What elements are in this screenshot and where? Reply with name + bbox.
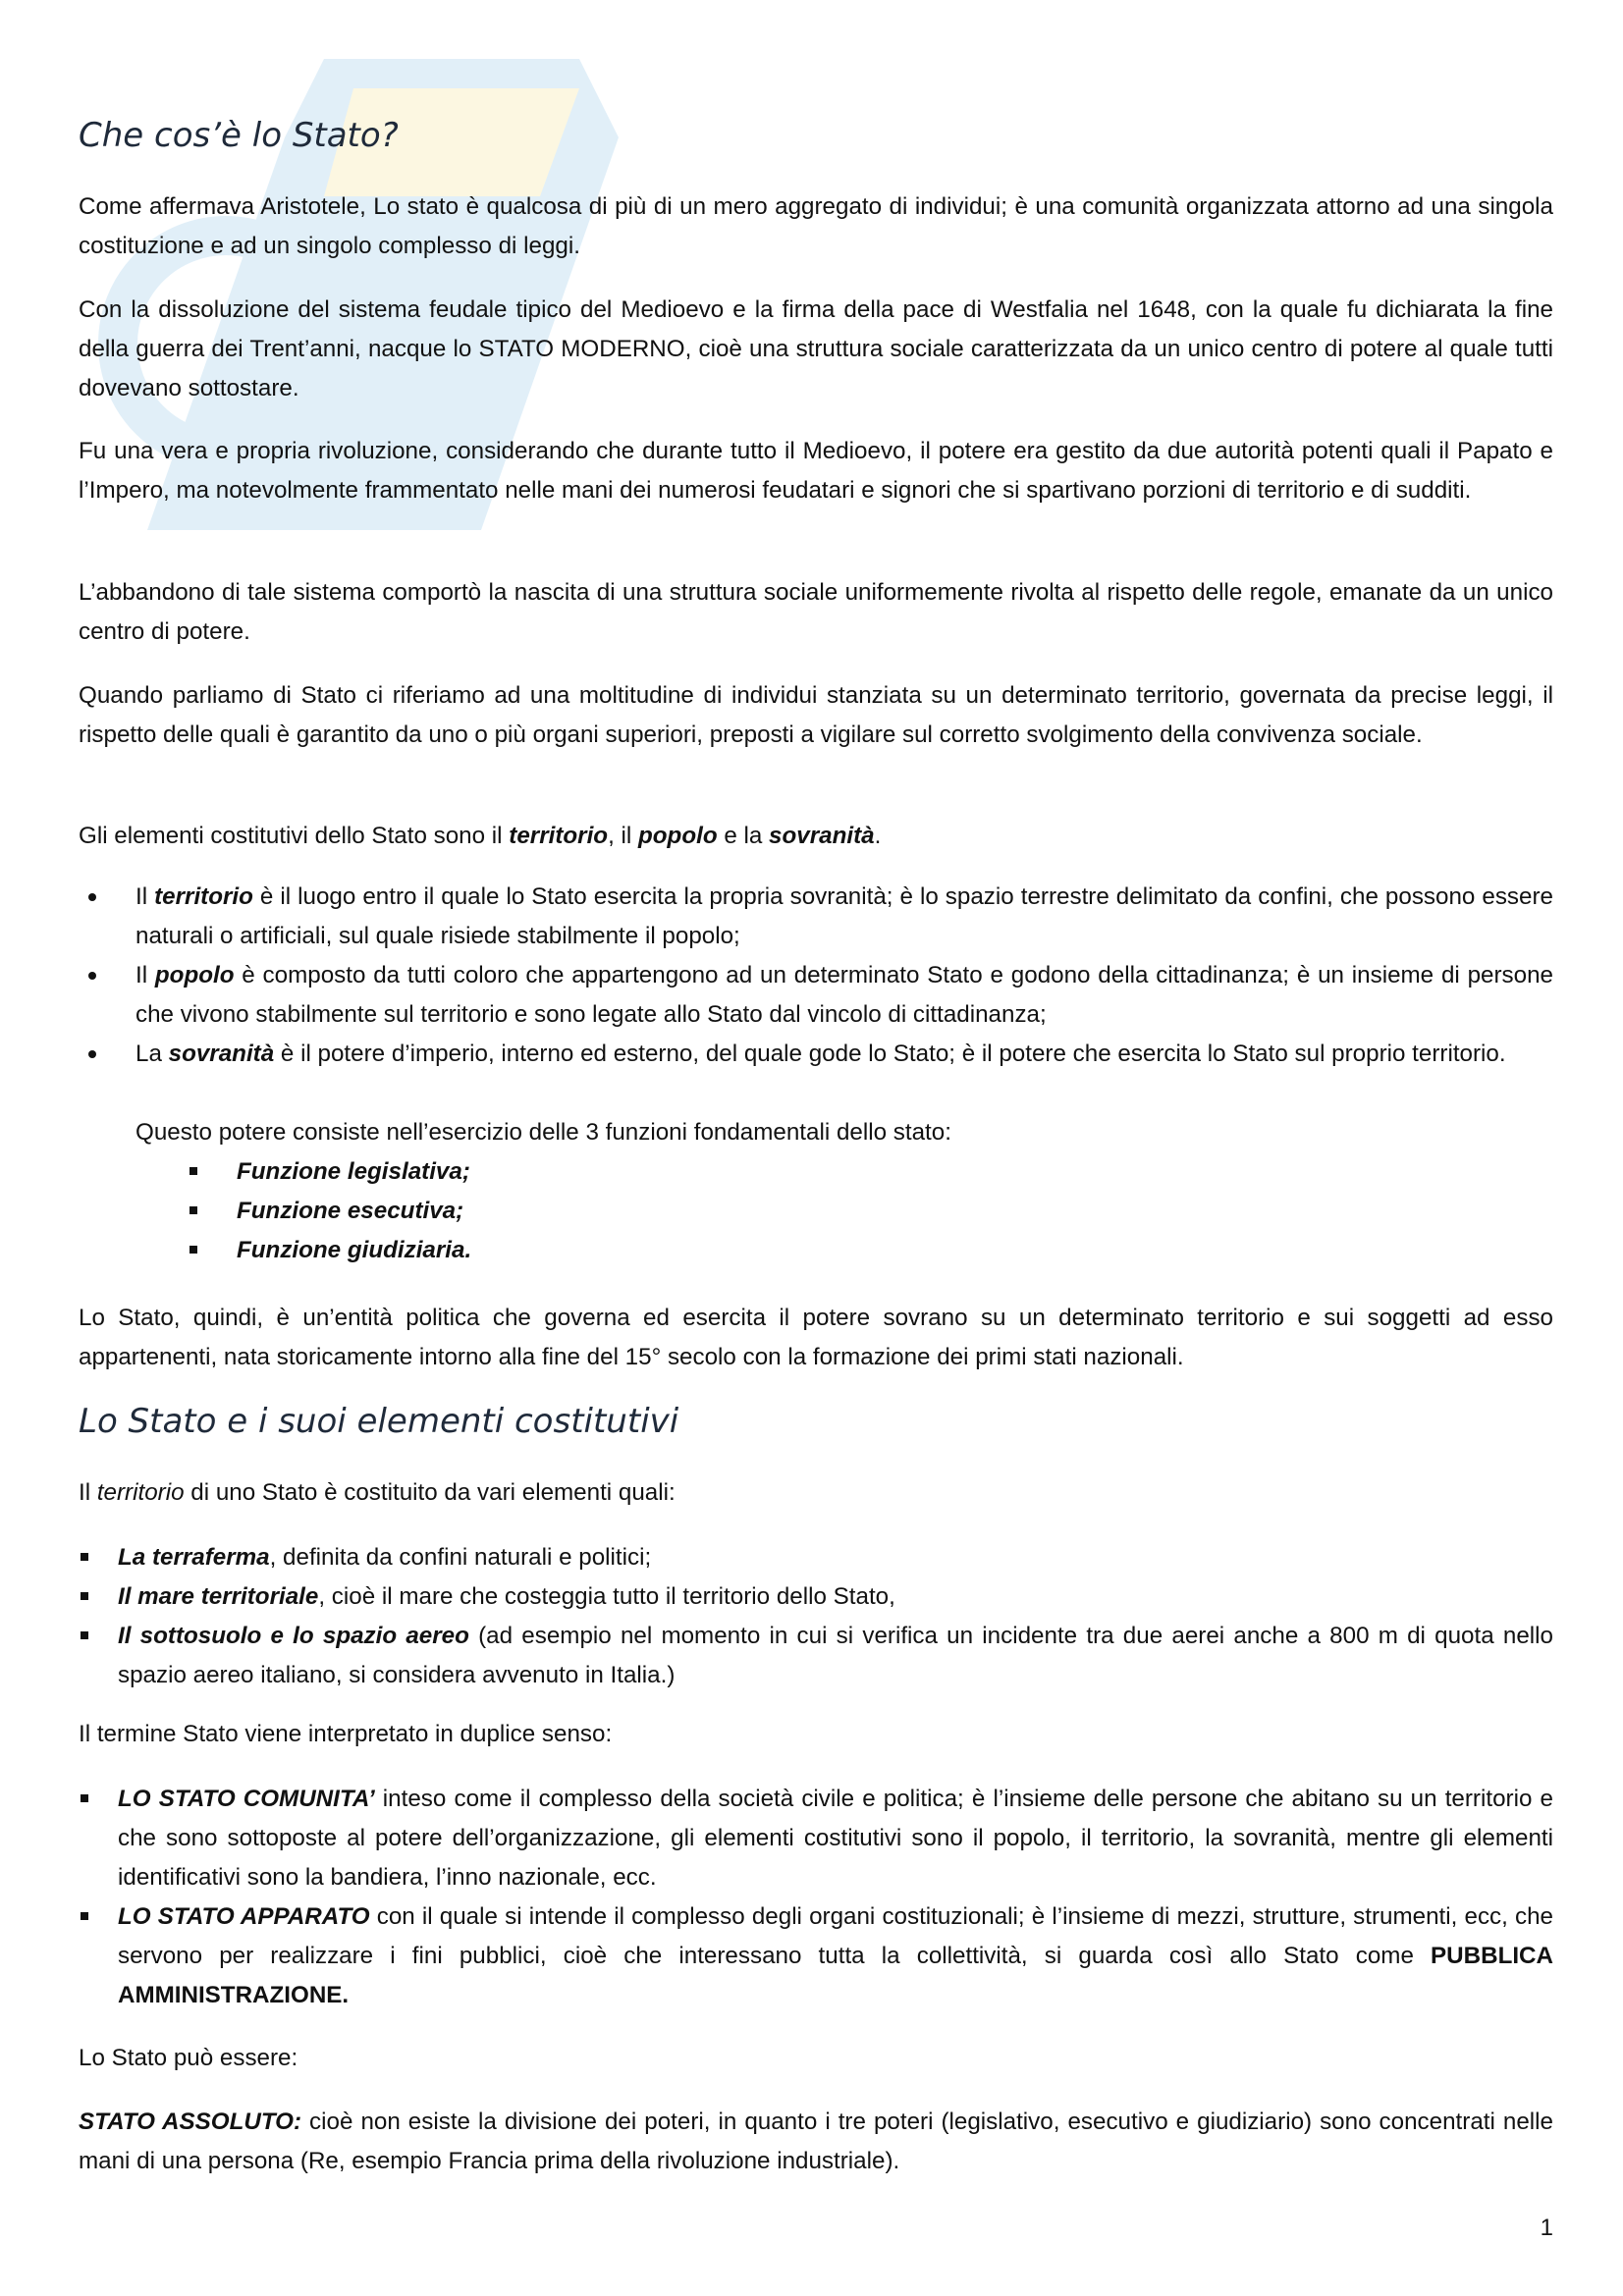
list-item: Il mare territoriale, cioè il mare che costeggia tutto il territorio dello Stato, <box>79 1577 1553 1617</box>
paragraph-aristotele: Come affermava Aristotele, Lo stato è qualcosa di più di un mero aggregato di individui; è una comunità organizzata attorno ad una singola costituzione e ad un singolo complesso di leggi. <box>79 193 1553 259</box>
list-item: LO STATO APPARATO con il quale si intende il complesso degli organi costituzionali; è l’insieme di mezzi, strutture, strumenti, ecc, che servono per realizzare i fini pubblici, cioè che interessano tutta la collettività, si guarda così allo Stato come PUBBLICA AMMINISTRAZIONE. <box>79 1897 1553 2015</box>
paragraph-stato-assoluto: STATO ASSOLUTO: cioè non esiste la divisione dei poteri, in quanto i tre poteri (legislativo, esecutivo e giudiziario) sono concentrati nelle mani di una persona (Re, esempio Francia prima della rivoluzione industriale). <box>79 2109 1553 2174</box>
list-item: LO STATO COMUNITA’ inteso come il complesso della società civile e politica; è l’insieme delle persone che abitano su un territorio e che sono sottoposte al potere dell’organizzazione, gli elementi costitutivi sono il popolo, il territorio, la sovranità, mentre gli elementi identificativi sono la bandiera, l’inno nazionale, ecc. <box>79 1780 1553 1897</box>
paragraph-abbandono: L’abbandono di tale sistema comportò la nascita di una struttura sociale uniformemente rivolta al rispetto delle regole, emanate da un unico centro di potere. <box>79 579 1553 645</box>
paragraph-rivoluzione: Fu una vera e propria rivoluzione, considerando che durante tutto il Medioevo, il potere era gestito da due autorità potenti quali il Papato e l’Impero, ma notevolmente frammentato nelle mani dei numerosi feudatari e signori che si spartivano porzioni di territorio e di sudditi. <box>79 438 1553 504</box>
paragraph-westfalia: Con la dissoluzione del sistema feudale tipico del Medioevo e la firma della pace di Westfalia nel 1648, con la quale fu dichiarata la fine della guerra dei Trent’anni, nacque lo STATO MODERNO, cioè una struttura sociale caratterizzata da un unico centro di potere al quale tutti dovevano sottostare. <box>79 296 1553 401</box>
elementi-list <box>79 878 1553 1074</box>
funzioni-list <box>188 1152 1553 1270</box>
page-number: 1 <box>1540 2215 1553 2241</box>
page-title: Che cos’è lo Stato? <box>79 116 399 155</box>
paragraph-elementi: Gli elementi costitutivi dello Stato sono il territorio, il popolo e la sovranità. <box>79 823 882 849</box>
paragraph-definizione-stato: Quando parliamo di Stato ci riferiamo ad una moltitudine di individui stanziata su un determinato territorio, governata da precise leggi, il rispetto delle quali è garantito da uno o più organi superiori, preposti a vigilare sul corretto svolgimento della convivenza sociale. <box>79 682 1553 748</box>
list-item: Funzione esecutiva; <box>188 1192 1553 1231</box>
paragraph-stato-puo-essere: Lo Stato può essere: <box>79 2045 298 2071</box>
senso-list <box>79 1780 1553 2015</box>
list-item: La terraferma, definita da confini naturali e politici; <box>79 1538 1553 1577</box>
territorio-list <box>79 1538 1553 1695</box>
paragraph-conclusione: Lo Stato, quindi, è un’entità politica che governa ed esercita il potere sovrano su un determinato territorio e sui soggetti ad esso appartenenti, nata storicamente intorno alla fine del 15° secolo con la formazione dei primi stati nazionali. <box>79 1305 1553 1370</box>
list-item: La sovranità è il potere d’imperio, interno ed esterno, del quale gode lo Stato; è il potere che esercita lo Stato sul proprio territorio. <box>79 1035 1553 1074</box>
section-title: Lo Stato e i suoi elementi costitutivi <box>79 1402 679 1441</box>
list-item: Il territorio è il luogo entro il quale lo Stato esercita la propria sovranità; è lo spazio terrestre delimitato da confini, che possono essere naturali o artificiali, sul quale risiede stabilmente il popolo; <box>79 878 1553 956</box>
list-item: Il popolo è composto da tutti coloro che appartengono ad un determinato Stato e godono della cittadinanza; è un insieme di persone che vivono stabilmente sul territorio e sono legate allo Stato dal vincolo di cittadinanza; <box>79 956 1553 1035</box>
list-item: Funzione legislativa; <box>188 1152 1553 1192</box>
funzioni-intro: Questo potere consiste nell’esercizio delle 3 funzioni fondamentali dello stato: <box>135 1119 951 1146</box>
list-item: Il sottosuolo e lo spazio aereo (ad esempio nel momento in cui si verifica un incidente tra due aerei anche a 800 m di quota nello spazio aereo italiano, si considera avvenuto in Italia.) <box>79 1617 1553 1695</box>
paragraph-duplice-senso: Il termine Stato viene interpretato in duplice senso: <box>79 1721 613 1747</box>
list-item: Funzione giudiziaria. <box>188 1231 1553 1270</box>
paragraph-territorio: Il territorio di uno Stato è costituito da vari elementi quali: <box>79 1479 676 1506</box>
